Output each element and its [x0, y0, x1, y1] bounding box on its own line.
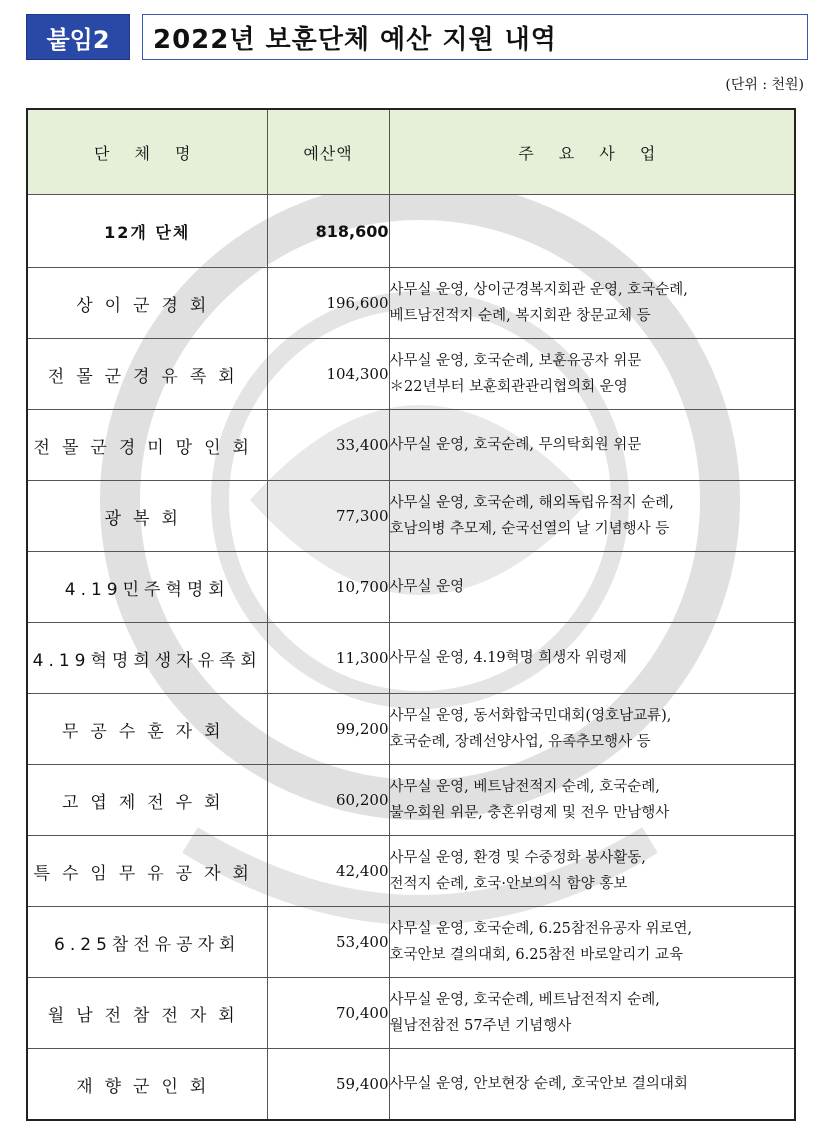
budget-amount: 104,300: [267, 339, 389, 410]
org-name: 4.19민주혁명회: [27, 552, 267, 623]
project-desc: [389, 907, 795, 978]
total-row: [27, 195, 795, 268]
header-bar: [26, 14, 808, 60]
project-desc: [389, 552, 795, 623]
project-desc-line: 월남전참전 57주년 기념행사: [389, 1018, 572, 1034]
table-row: [27, 268, 795, 339]
org-name: 6.25참전유공자회: [27, 907, 267, 978]
table-row: [27, 978, 795, 1049]
budget-amount: 99,200: [267, 694, 389, 765]
budget-amount: 53,400: [267, 907, 389, 978]
attachment-badge: 붙임2: [26, 14, 130, 60]
total-label: 12개 단체: [27, 195, 267, 268]
project-desc-line: 호국순례, 장례선양사업, 유족추모행사 등: [389, 734, 651, 750]
budget-amount: 70,400: [267, 978, 389, 1049]
total-amount: 818,600: [267, 195, 389, 268]
table-row: [27, 836, 795, 907]
project-desc-line: 사무실 운영, 호국순례, 베트남전적지 순례,: [389, 992, 660, 1008]
table-row: [27, 694, 795, 765]
org-name: 광복회: [27, 481, 267, 552]
project-desc-line: 호남의병 추모제, 순국선열의 날 기념행사 등: [389, 521, 670, 537]
table-row: [27, 1049, 795, 1121]
page-title: 2022년 보훈단체 예산 지원 내역: [142, 14, 808, 60]
budget-amount: 33,400: [267, 410, 389, 481]
project-desc: [389, 410, 795, 481]
project-desc-line: 사무실 운영: [389, 579, 465, 595]
org-name: 전몰군경유족회: [27, 339, 267, 410]
budget-amount: 59,400: [267, 1049, 389, 1121]
project-desc: [389, 481, 795, 552]
project-desc-line: 사무실 운영, 환경 및 수중정화 봉사활동,: [389, 850, 646, 866]
unit-label: (단위 : 천원): [725, 77, 804, 93]
project-desc-line: 사무실 운영, 상이군경복지회관 운영, 호국순례,: [389, 282, 688, 298]
org-name: 특수임무유공자회: [27, 836, 267, 907]
col-header-projects: 주 요 사 업: [389, 109, 795, 195]
org-name: 월남전참전자회: [27, 978, 267, 1049]
project-desc-line: 사무실 운영, 안보현장 순례, 호국안보 결의대회: [389, 1076, 688, 1092]
project-desc-line: 사무실 운영, 베트남전적지 순례, 호국순례,: [389, 779, 660, 795]
budget-amount: 196,600: [267, 268, 389, 339]
budget-table: [26, 108, 796, 1121]
org-name: 고엽제전우회: [27, 765, 267, 836]
table-row: [27, 623, 795, 694]
project-desc-line: 사무실 운영, 4.19혁명 희생자 위령제: [389, 650, 627, 666]
table-row: [27, 339, 795, 410]
col-header-org: 단 체 명: [27, 109, 267, 195]
project-desc-line: 사무실 운영, 호국순례, 해외독립유적지 순례,: [389, 495, 674, 511]
project-desc: [389, 836, 795, 907]
project-desc-line: 사무실 운영, 호국순례, 무의탁회원 위문: [389, 437, 642, 453]
table-row: [27, 552, 795, 623]
project-desc-line: 사무실 운영, 호국순례, 6.25참전유공자 위로연,: [389, 921, 693, 937]
project-desc: [389, 268, 795, 339]
project-desc-line: ＊22년부터 보훈회관관리협의회 운영: [389, 379, 628, 395]
org-name: 전몰군경미망인회: [27, 410, 267, 481]
org-name: 4.19혁명희생자유족회: [27, 623, 267, 694]
table-row: [27, 907, 795, 978]
budget-amount: 11,300: [267, 623, 389, 694]
project-desc: [389, 339, 795, 410]
org-name: 무공수훈자회: [27, 694, 267, 765]
org-name: 재향군인회: [27, 1049, 267, 1121]
project-desc-line: 베트남전적지 순례, 복지회관 창문교체 등: [389, 308, 651, 324]
budget-amount: 60,200: [267, 765, 389, 836]
budget-amount: 42,400: [267, 836, 389, 907]
project-desc-line: 호국안보 결의대회, 6.25참전 바로알리기 교육: [389, 947, 683, 963]
total-desc: [389, 195, 795, 268]
project-desc-line: 사무실 운영, 호국순례, 보훈유공자 위문: [389, 353, 642, 369]
project-desc-line: 전적지 순례, 호국·안보의식 함양 홍보: [389, 876, 628, 892]
project-desc-line: 불우회원 위문, 충혼위령제 및 전우 만남행사: [389, 805, 670, 821]
col-header-amount: 예산액: [267, 109, 389, 195]
table-row: [27, 765, 795, 836]
project-desc: [389, 765, 795, 836]
table-row: [27, 481, 795, 552]
project-desc-line: 사무실 운영, 동서화합국민대회(영호남교류),: [389, 708, 672, 724]
table-header-row: [27, 109, 795, 195]
project-desc: [389, 623, 795, 694]
project-desc: [389, 694, 795, 765]
project-desc: [389, 1049, 795, 1121]
budget-amount: 10,700: [267, 552, 389, 623]
table-row: [27, 410, 795, 481]
org-name: 상이군경회: [27, 268, 267, 339]
budget-amount: 77,300: [267, 481, 389, 552]
project-desc: [389, 978, 795, 1049]
